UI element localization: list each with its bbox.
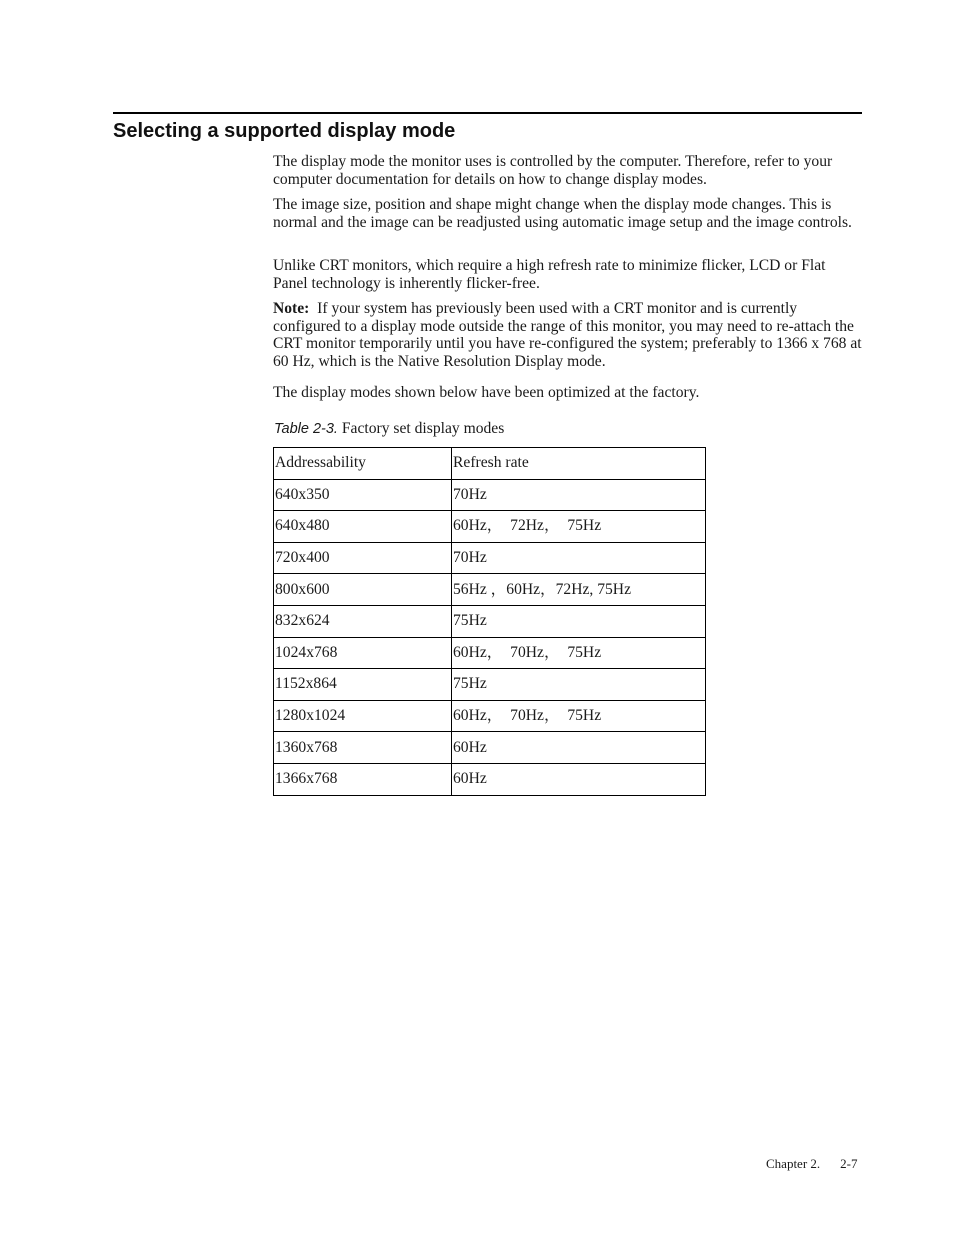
cell-refresh-rate: 70Hz (452, 479, 706, 511)
cell-addressability: 800x600 (274, 574, 452, 606)
table-row (274, 574, 706, 606)
cell-refresh-rate: 60Hz (452, 732, 706, 764)
table-row (274, 511, 706, 543)
table-row (274, 605, 706, 637)
header-refresh-rate: Refresh rate (452, 448, 706, 480)
cell-addressability: 1280x1024 (274, 700, 452, 732)
table-caption (274, 419, 504, 439)
cell-addressability: 720x400 (274, 542, 452, 574)
table-row (274, 732, 706, 764)
header-addressability: Addressability (274, 448, 452, 480)
paragraph-intro: The display modes shown below have been optimized at the factory. (273, 384, 700, 401)
section-heading: Selecting a supported display mode (113, 120, 456, 142)
paragraph-image-size: The image size, position and shape might change when the display mode changes. This is normal and the image can be readjusted using automatic image setup and the image controls. (273, 196, 852, 231)
table-caption-label: Table 2-3. (274, 421, 338, 437)
cell-refresh-rate: 75Hz (452, 605, 706, 637)
cell-refresh-rate: 60Hz， 70Hz， 75Hz (452, 637, 706, 669)
cell-addressability: 640x350 (274, 479, 452, 511)
cell-refresh-rate: 60Hz (452, 763, 706, 795)
cell-refresh-rate: 56Hz ，60Hz，72Hz, 75Hz (452, 574, 706, 606)
note-paragraph (273, 300, 863, 370)
cell-addressability: 832x624 (274, 605, 452, 637)
cell-addressability: 1360x768 (274, 732, 452, 764)
table-row (274, 763, 706, 795)
cell-addressability: 640x480 (274, 511, 452, 543)
table-header-row (274, 448, 706, 480)
cell-addressability: 1152x864 (274, 669, 452, 701)
cell-refresh-rate: 70Hz (452, 542, 706, 574)
table-caption-text: Factory set display modes (341, 420, 505, 437)
footer-chapter: Chapter 2. (766, 1156, 821, 1171)
table-row (274, 542, 706, 574)
table-row (274, 637, 706, 669)
cell-refresh-rate: 75Hz (452, 669, 706, 701)
cell-addressability: 1024x768 (274, 637, 452, 669)
paragraph-crt-vs-lcd: Unlike CRT monitors, which require a high refresh rate to minimize flicker, LCD or Flat Panel technology is inherently flicker-free. (273, 257, 826, 292)
page-footer (766, 1155, 858, 1173)
page-number: 2-7 (840, 1156, 858, 1171)
note-label: Note: (273, 300, 310, 317)
cell-addressability: 1366x768 (274, 763, 452, 795)
cell-refresh-rate: 60Hz， 70Hz， 75Hz (452, 700, 706, 732)
table-row (274, 669, 706, 701)
table-row (274, 700, 706, 732)
cell-refresh-rate: 60Hz， 72Hz， 75Hz (452, 511, 706, 543)
heading-rule (113, 112, 862, 114)
note-text: If your system has previously been used with a CRT monitor and is currently configured to a display mode outside the range of this monitor, you may need to re-attach the CRT monitor temporarily until you have re-configured the system; preferably to 1366 x 768 at 60 Hz, which is the Native Resolution Display mode. (273, 300, 862, 370)
paragraph-display-mode: The display mode the monitor uses is controlled by the computer. Therefore, refer to your computer documentation for details on how to change display modes. (273, 153, 833, 188)
table-row (274, 479, 706, 511)
display-modes-table (273, 447, 706, 796)
